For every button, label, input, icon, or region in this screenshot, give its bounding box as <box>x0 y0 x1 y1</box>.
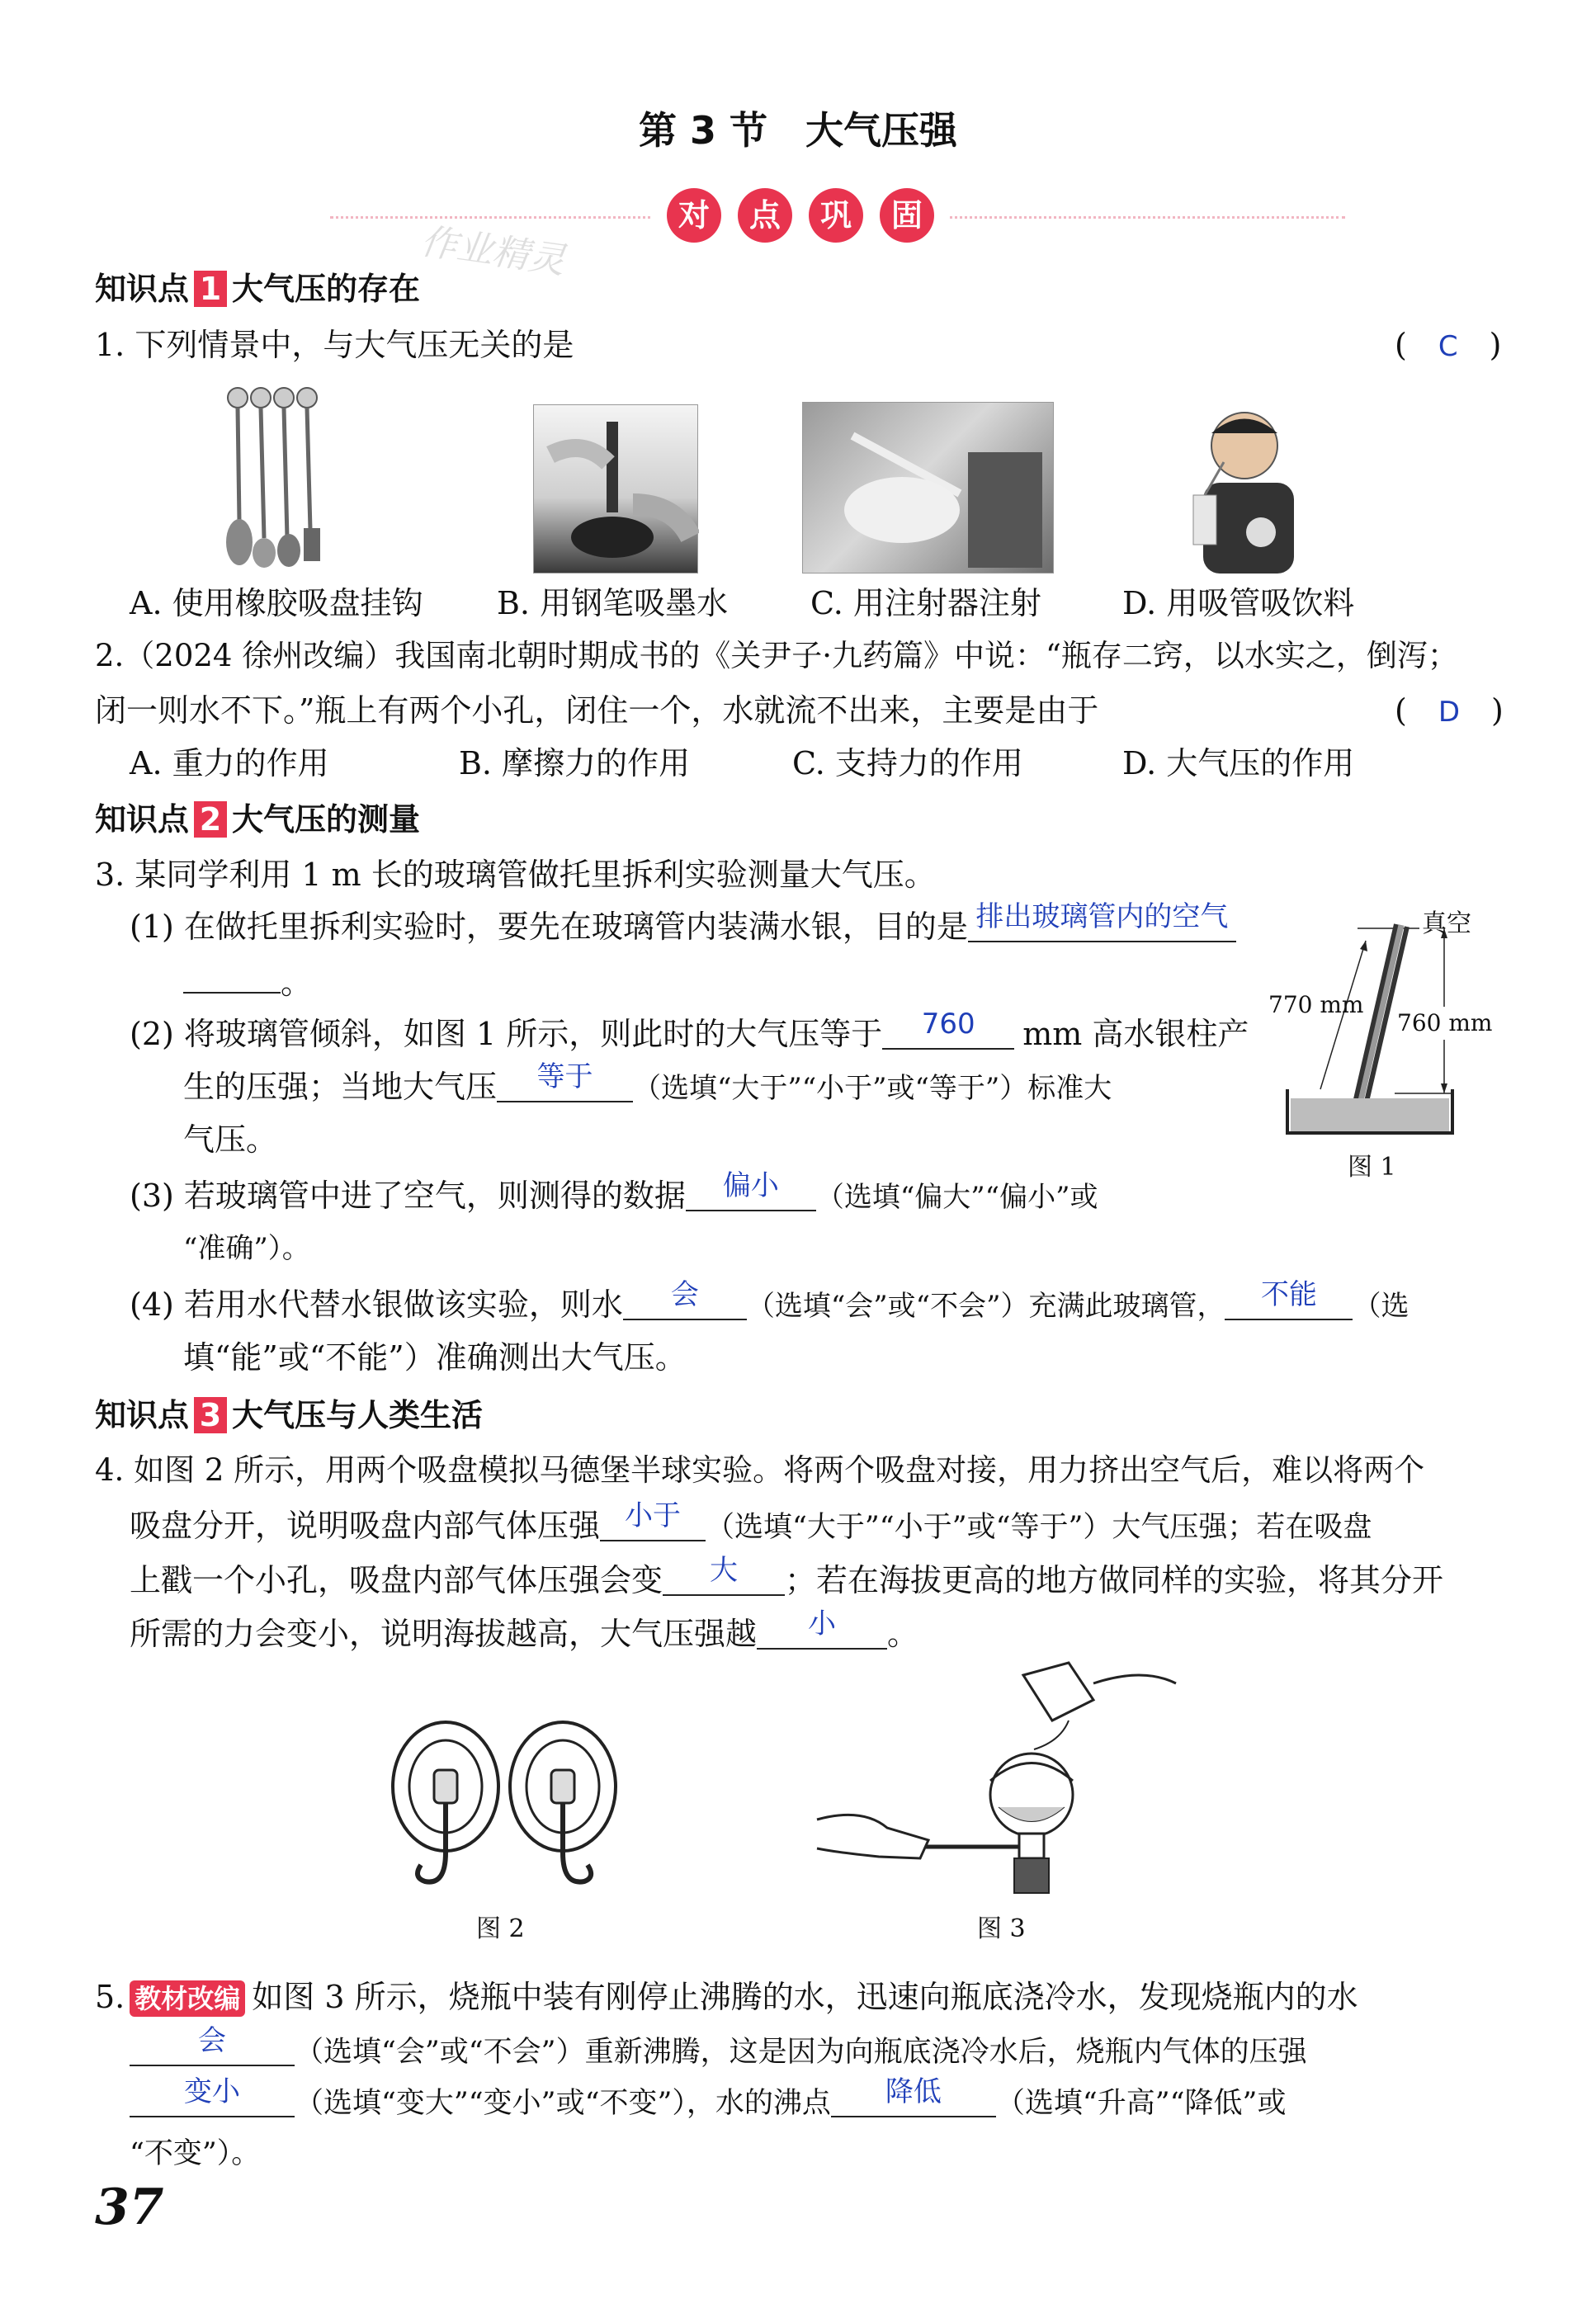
q3-part1-line1: (1) 在做托里拆利实验时，要先在玻璃管内装满水银，目的是 排出玻璃管内的空气 <box>130 906 1236 947</box>
q3-part2-line3: 气压。 <box>183 1121 278 1158</box>
q1-option-b: B. 用钢笔吸墨水 <box>497 585 729 621</box>
q1-option-a: A. 使用橡胶吸盘挂钩 <box>130 585 423 621</box>
q4-blank1[interactable]: 小于 <box>600 1505 706 1541</box>
q3-stem: 3. 某同学利用 1 m 长的玻璃管做托里拆利实验测量大气压。 <box>95 857 936 893</box>
q3-part1-line2: 。 <box>183 957 312 1003</box>
q3-part1-blank[interactable]: 排出玻璃管内的空气 <box>968 906 1236 942</box>
textbook-adapted-badge: 教材改编 <box>130 1980 245 2017</box>
q3-part2-blank2[interactable]: 等于 <box>497 1066 633 1102</box>
q4-line2: 吸盘分开，说明吸盘内部气体压强 小于 （选填“大于”“小于”或“等于”）大气压强；若在吸盘 <box>130 1499 1372 1544</box>
q2-line1: 2.（2024 徐州改编）我国南北朝时期成书的《关尹子·九药篇》中说：“瓶存二窍，以水实之，倒泻； <box>95 638 1458 673</box>
q3-part4-line1: (4) 若用水代替水银做该实验，则水 会 （选填“会”或“不会”）充满此玻璃管， 不能 （选 <box>130 1278 1409 1323</box>
figure-2-suction-cups <box>388 1721 623 1894</box>
q5-blank3[interactable]: 降低 <box>831 2081 996 2117</box>
fig2-caption: 图 2 <box>476 1914 525 1943</box>
q2-option-a: A. 重力的作用 <box>130 745 329 781</box>
q4-line1: 4. 如图 2 所示，用两个吸盘模拟马德堡半球实验。将两个吸盘对接，用力挤出空气后，难以将两个 <box>95 1452 1425 1488</box>
banner <box>652 188 949 246</box>
q2-option-b: B. 摩擦力的作用 <box>459 745 691 781</box>
boy-drinking-image <box>1178 400 1310 574</box>
fountain-pen-image <box>533 404 698 574</box>
q5-blank2[interactable]: 变小 <box>130 2081 295 2117</box>
q5-line3: 变小 （选填“变大”“变小”或“不变”），水的沸点 降低 （选填“升高”“降低”或 <box>130 2081 1286 2124</box>
q1-answer-paren: ( C ) <box>1395 327 1502 363</box>
q4-blank2[interactable]: 大 <box>663 1560 785 1596</box>
fig1-label-vacuum: 真空 <box>1422 909 1471 938</box>
banner-char: 对 <box>667 188 721 243</box>
q3-part4-line2: 填“能”或“不能”）准确测出大气压。 <box>183 1339 687 1376</box>
q3-part3-line1: (3) 若玻璃管中进了空气，则测得的数据 偏小 （选填“偏大”“偏小”或 <box>130 1169 1098 1214</box>
q4-line4: 所需的力会变小，说明海拔越高，大气压强越 小 。 <box>130 1607 919 1652</box>
q1-answer: C <box>1438 330 1458 363</box>
q3-part3-blank[interactable]: 偏小 <box>686 1175 816 1211</box>
page-number: 37 <box>95 2178 164 2236</box>
watermark: 作业精灵 <box>418 219 569 282</box>
q2-answer-paren: ( D ) <box>1395 692 1504 729</box>
q3-part4-blank1[interactable]: 会 <box>623 1284 747 1320</box>
suction-hooks-image <box>221 381 328 571</box>
q2-line2: 闭一则水不下。”瓶上有两个小孔，闭住一个，水就流不出来，主要是由于 <box>95 692 1099 729</box>
banner-char: 固 <box>880 188 934 243</box>
fig1-caption: 图 1 <box>1348 1153 1396 1182</box>
q4-line3: 上戳一个小孔，吸盘内部气体压强会变 大 ；若在海拔更高的地方做同样的实验，将其分开 <box>130 1554 1444 1598</box>
q1-option-d: D. 用吸管吸饮料 <box>1122 585 1355 621</box>
q3-part2-line2: 生的压强；当地大气压 等于 （选填“大于”“小于”或“等于”）标准大 <box>183 1060 1112 1105</box>
q3-part4-blank2[interactable]: 不能 <box>1225 1284 1353 1320</box>
section-title: 第 3 节 大气压强 <box>638 108 958 153</box>
figure-1-torricelli <box>1263 904 1510 1184</box>
q5-line1: 5. 教材改编 如图 3 所示，烧瓶中装有刚停止沸腾的水，迅速向瓶底浇冷水，发现烧瓶内的水 <box>95 1979 1358 2015</box>
q5-line4: “不变”）。 <box>130 2137 261 2170</box>
knowledge-point-3: 知识点 3 大气压与人类生活 <box>95 1397 484 1433</box>
q2-option-c: C. 支持力的作用 <box>792 745 1023 781</box>
q2-answer: D <box>1438 696 1461 729</box>
q5-blank1[interactable]: 会 <box>130 2030 295 2066</box>
banner-char: 巩 <box>809 188 863 243</box>
knowledge-point-2: 知识点 2 大气压的测量 <box>95 801 421 838</box>
figure-3-flask <box>813 1650 1192 1898</box>
banner-char: 点 <box>738 188 792 243</box>
knowledge-point-1: 知识点 1 大气压的存在 <box>95 271 421 307</box>
q3-part2-blank1[interactable]: 760 <box>882 1013 1014 1050</box>
fig1-label-tilted: 770 mm <box>1268 991 1364 1018</box>
q3-part3-line2: “准确”）。 <box>183 1232 310 1265</box>
fig1-label-vertical: 760 mm <box>1397 1007 1492 1040</box>
q1-option-c: C. 用注射器注射 <box>810 585 1041 621</box>
syringe-image <box>802 402 1054 574</box>
q3-part2-line1: (2) 将玻璃管倾斜，如图 1 所示，则此时的大气压等于 760 mm 高水银柱产 <box>130 1008 1249 1052</box>
fig3-caption: 图 3 <box>977 1914 1026 1943</box>
q2-option-d: D. 大气压的作用 <box>1122 745 1355 781</box>
q3-part1-blank-cont <box>183 957 281 994</box>
q1-stem: 1. 下列情景中，与大气压无关的是 <box>95 327 574 363</box>
q5-line2: 会 （选填“会”或“不会”）重新沸腾，这是因为向瓶底浇冷水后，烧瓶内气体的压强 <box>130 2030 1307 2073</box>
q4-blank3[interactable]: 小 <box>757 1613 887 1650</box>
